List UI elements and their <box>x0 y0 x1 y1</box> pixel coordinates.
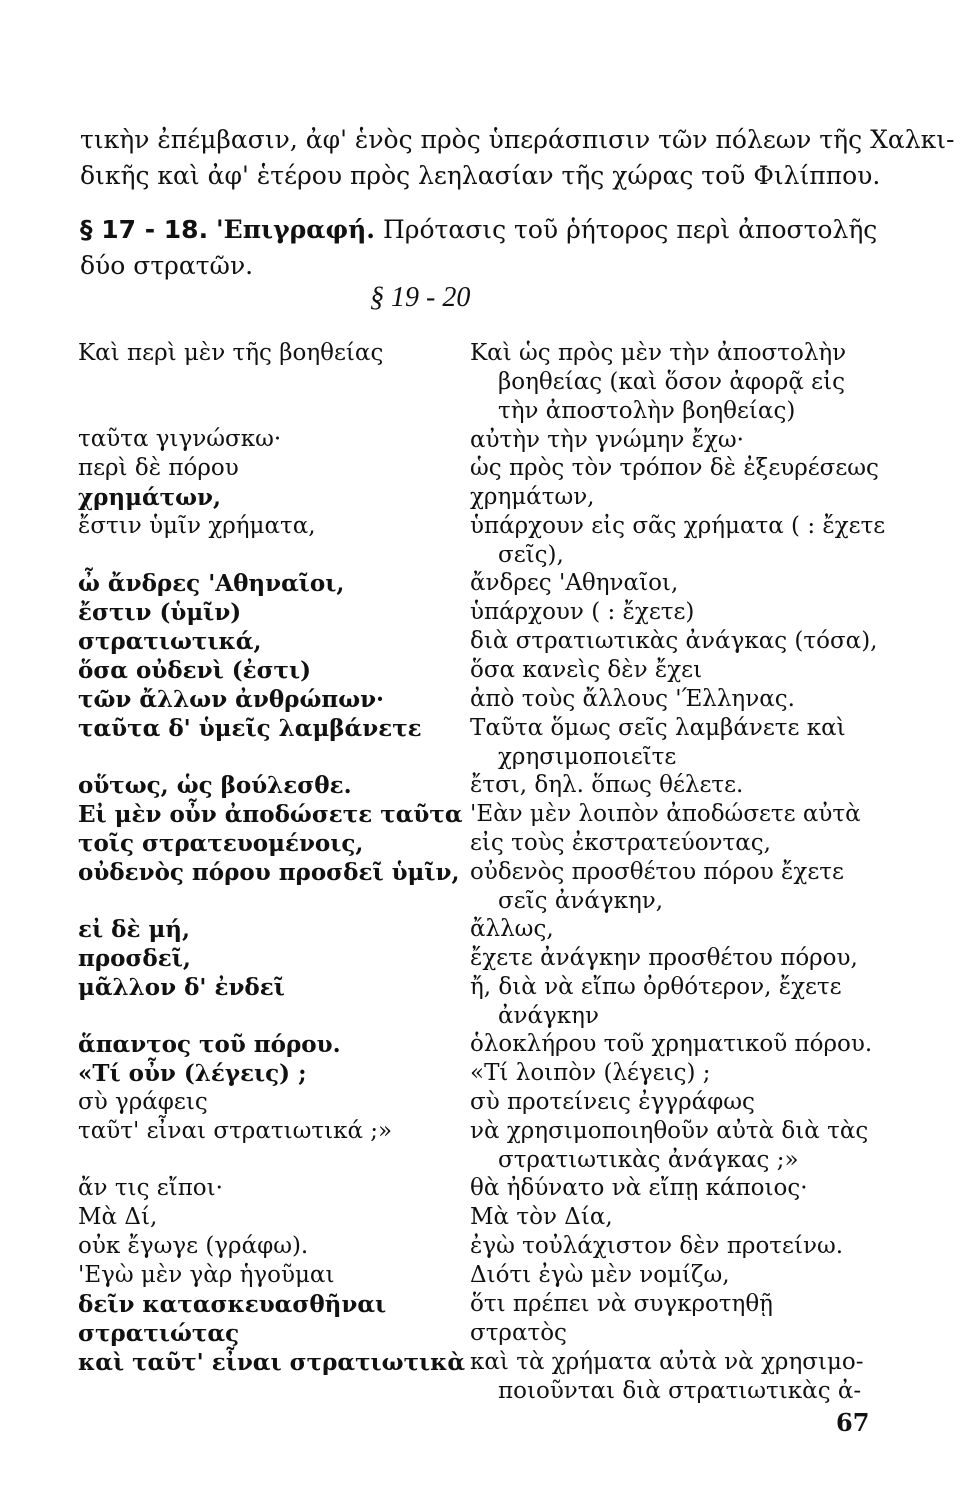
original-line: ὅσα οὐδενὶ (ἐστι) <box>78 657 312 684</box>
translation-line: ὅτι πρέπει νὰ συγκροτηθῇ <box>470 1291 773 1317</box>
translation-line: ἤ, διὰ νὰ εἴπω ὀρθότερον, ἔχετε <box>470 974 842 1000</box>
translation-line: ὁλοκλήρου τοῦ χρηματικοῦ πόρου. <box>470 1031 873 1057</box>
translation-line: ἀνάγκην <box>498 1003 599 1029</box>
translation-line: στρατὸς <box>470 1320 567 1346</box>
translation-line: ἐγὼ τοὐλάχιστον δὲν προτείνω. <box>470 1233 844 1259</box>
original-line: δεῖν κατασκευασθῆναι <box>78 1291 387 1318</box>
translation-line: ἀπὸ τοὺς ἄλλους 'Έλληνας. <box>470 686 795 712</box>
original-line: Καὶ περὶ μὲν τῆς βοηθείας <box>78 340 384 366</box>
translation-line: ἔτσι, δηλ. ὅπως θέλετε. <box>470 772 744 798</box>
section-number: § 17 - 18. <box>80 215 209 244</box>
translation-line: ὅσα κανεὶς δὲν ἔχει <box>470 657 703 683</box>
original-line: οὕτως, ὡς βούλεσθε. <box>78 772 352 799</box>
translation-line: τὴν ἀποστολὴν βοηθείας) <box>498 398 796 424</box>
original-line: περὶ δὲ πόρου <box>78 455 239 481</box>
translation-line: ἄνδρες 'Αθηναῖοι, <box>470 570 679 596</box>
translation-line: βοηθείας (καὶ ὅσον ἀφορᾷ εἰς <box>498 369 845 395</box>
original-line: ἄν τις εἴποι· <box>78 1175 223 1201</box>
translation-line: αὐτὴν τὴν γνώμην ἔχω· <box>470 427 744 453</box>
translation-line: ποιοῦνται διὰ στρατιωτικὰς ἀ- <box>498 1378 862 1404</box>
translation-line: χρημάτων, <box>470 484 595 510</box>
original-line: 'Εγὼ μὲν γὰρ ἡγοῦμαι <box>78 1262 335 1288</box>
translation-line: ὡς πρὸς τὸν τρόπον δὲ ἐξευρέσεως <box>470 455 879 481</box>
intro-line: δικῆς καὶ ἀφ' ἑτέρου πρὸς λεηλασίαν τῆς χώρας τοῦ Φιλίππου. <box>80 161 881 190</box>
translation-line: οὐδενὸς προσθέτου πόρου ἔχετε <box>470 859 844 885</box>
original-line: «Τί οὖν (λέγεις) ; <box>78 1060 307 1087</box>
original-line: ταῦτ' εἶναι στρατιωτικά ;» <box>78 1118 393 1144</box>
original-line: τῶν ἄλλων ἀνθρώπων· <box>78 686 385 713</box>
original-line: μᾶλλον δ' ἐνδεῖ <box>78 974 285 1001</box>
original-line: στρατιωτικά, <box>78 628 262 655</box>
section-description-continuation: δύο στρατῶν. <box>80 251 254 280</box>
translation-line: σεῖς), <box>498 542 564 568</box>
translation-line: ὑπάρχουν εἰς σᾶς χρήματα ( : ἔχετε <box>470 513 886 539</box>
section-label: 'Επιγραφή. <box>216 215 376 244</box>
original-line: στρατιώτας <box>78 1320 240 1347</box>
original-line: ὦ ἄνδρες 'Αθηναῖοι, <box>78 570 345 597</box>
original-line: ταῦτα δ' ὑμεῖς λαμβάνετε <box>78 715 422 742</box>
original-line: σὺ γράφεις <box>78 1089 208 1115</box>
intro-paragraph <box>80 122 955 194</box>
translation-line: διὰ στρατιωτικὰς ἀνάγκας (τόσα), <box>470 628 878 654</box>
original-line: καὶ ταῦτ' εἶναι στρατιωτικὰ <box>78 1349 466 1376</box>
translation-line: στρατιωτικὰς ἀνάγκας ;» <box>498 1147 799 1173</box>
translation-line: σὺ προτείνεις ἐγγράφως <box>470 1089 755 1115</box>
translation-line: ἔχετε ἀνάγκην προσθέτου πόρου, <box>470 945 858 971</box>
original-line: ἔστιν (ὑμῖν) <box>78 599 242 626</box>
original-line: ταῦτα γιγνώσκω· <box>78 426 282 452</box>
translation-line: θὰ ἠδύνατο νὰ εἴπῃ κάποιος· <box>470 1175 808 1201</box>
translation-line: «Τί λοιπὸν (λέγεις) ; <box>470 1060 711 1086</box>
section-header <box>80 212 880 284</box>
original-line: τοῖς στρατευομένοις, <box>78 830 364 857</box>
translation-line: καὶ τὰ χρήματα αὐτὰ νὰ χρησιμο- <box>470 1349 864 1375</box>
page-number: 67 <box>836 1408 870 1437</box>
translation-line: χρησιμοποιεῖτε <box>498 744 677 770</box>
translation-line: σεῖς ἀνάγκην, <box>498 888 664 914</box>
section-description: Πρότασις τοῦ ῥήτορος περὶ ἀποστολῆς <box>382 215 878 244</box>
translation-line: Διότι ἐγὼ μὲν νομίζω, <box>470 1262 730 1288</box>
translation-line: Καὶ ὡς πρὸς μὲν τὴν ἀποστολὴν <box>470 340 847 366</box>
original-line: οὐκ ἔγωγε (γράφω). <box>78 1233 309 1259</box>
translation-line: νὰ χρησιμοποιηθοῦν αὐτὰ διὰ τὰς <box>470 1118 869 1144</box>
original-line: Μὰ Δί, <box>78 1204 158 1230</box>
original-line: οὐδενὸς πόρου προσδεῖ ὑμῖν, <box>78 859 460 886</box>
original-line: εἰ δὲ μή, <box>78 916 191 943</box>
original-line: χρημάτων, <box>78 484 222 511</box>
translation-line: 'Εὰν μὲν λοιπὸν ἀποδώσετε αὐτὰ <box>470 801 861 827</box>
original-line: ἔστιν ὑμῖν χρήματα, <box>78 513 316 539</box>
translation-line: ὑπάρχουν ( : ἔχετε) <box>470 599 695 625</box>
original-line: ἅπαντος τοῦ πόρου. <box>78 1031 341 1058</box>
translation-line: εἰς τοὺς ἐκστρατεύοντας, <box>470 830 771 856</box>
translation-line: Μὰ τὸν Δία, <box>470 1204 613 1230</box>
original-line: Εἰ μὲν οὖν ἀποδώσετε ταῦτα <box>78 801 463 828</box>
original-line: προσδεῖ, <box>78 945 191 972</box>
intro-line: τικὴν ἐπέμβασιν, ἀφ' ἑνὸς πρὸς ὑπεράσπισιν τῶν πόλεων τῆς Χαλκι- <box>80 125 955 154</box>
section-title: § 19 - 20 <box>370 282 471 313</box>
translation-line: Ταῦτα ὅμως σεῖς λαμβάνετε καὶ <box>470 715 846 741</box>
translation-line: ἄλλως, <box>470 916 554 942</box>
